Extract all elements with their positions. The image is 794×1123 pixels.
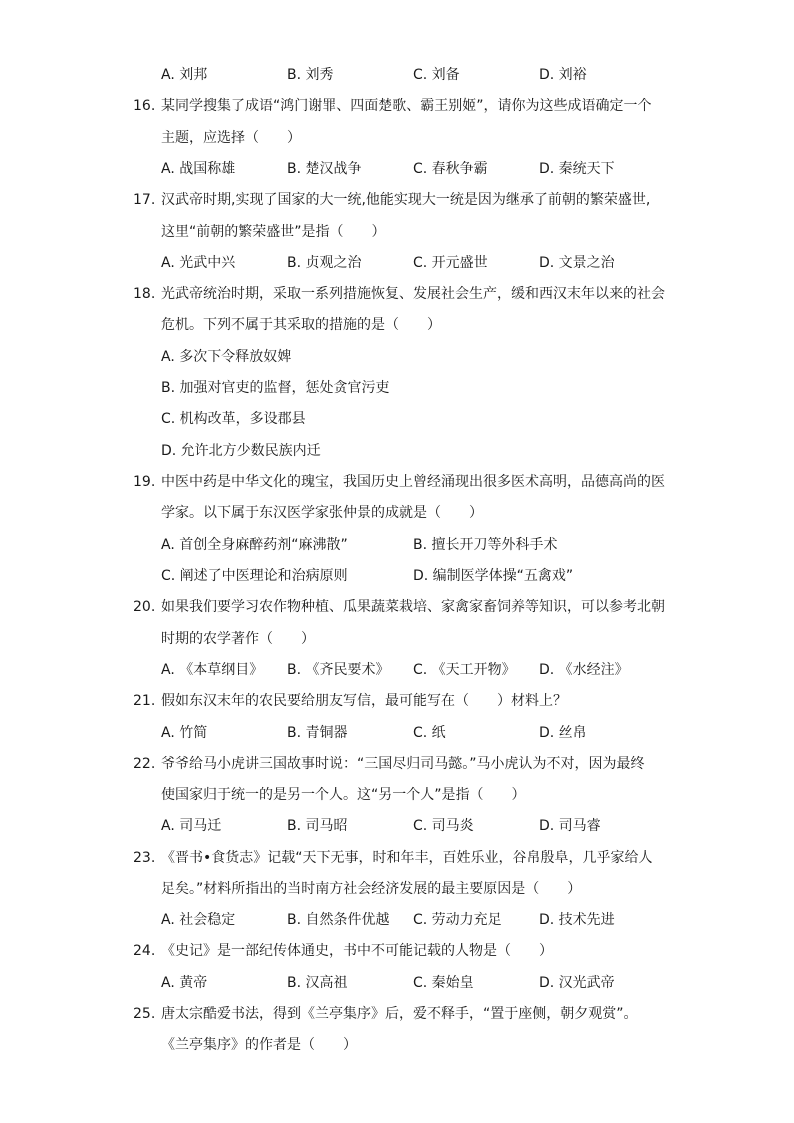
q16-stem-line-2 — [0, 128, 794, 148]
q24-option-d[interactable]: D. 汉光武帝 — [539, 975, 615, 991]
q19-stem-line-2 — [0, 503, 794, 523]
q22-stem-text: 爷爷给马小虎讲三国故事时说：“三国尽归司马懿。”马小虎认为不对，因为最终 — [161, 756, 645, 772]
q19-stem-text: 学家。以下属于东汉医学家张仲景的成就是（ ） — [161, 505, 483, 521]
q18-stem-text: 危机。下列不属于其采取的措施的是（ ） — [161, 317, 441, 333]
q22-option-a[interactable]: A. 司马迁 — [161, 818, 222, 834]
q21-options-row — [0, 723, 794, 743]
q19-number: 19. — [133, 474, 156, 490]
q18-option-a-row — [0, 347, 794, 367]
q25-number: 25. — [133, 1006, 156, 1022]
q19-stem-text: 中医中药是中华文化的瑰宝，我国历史上曾经涌现出很多医术高明，品德高尚的医 — [161, 474, 665, 490]
q20-number: 20. — [133, 599, 156, 615]
q20-option-c[interactable]: C. 《天工开物》 — [413, 662, 516, 678]
q20-stem-line-2 — [0, 629, 794, 649]
q18-option-d-row — [0, 441, 794, 461]
q23-option-a[interactable]: A. 社会稳定 — [161, 912, 236, 928]
q17-option-d[interactable]: D. 文景之治 — [539, 255, 615, 271]
q21-stem-text: 假如东汉末年的农民要给朋友写信，最可能写在（ ）材料上？ — [161, 693, 567, 709]
q20-option-a[interactable]: A. 《本草纲目》 — [161, 662, 264, 678]
q20-option-b[interactable]: B. 《齐民要术》 — [287, 662, 390, 678]
q17-stem-line-1 — [0, 190, 794, 210]
q17-stem-text: 这里“前朝的繁荣盛世”是指（ ） — [161, 224, 386, 240]
q17-option-b[interactable]: B. 贞观之治 — [287, 255, 362, 271]
q16-stem-text: 主题，应选择（ ） — [161, 130, 301, 146]
q21-option-b[interactable]: B. 青铜器 — [287, 725, 348, 741]
q23-option-d[interactable]: D. 技术先进 — [539, 912, 615, 928]
q18-option-b-row — [0, 378, 794, 398]
q24-stem-text: 《史记》是一部纪传体通史，书中不可能记载的人物是（ ） — [161, 943, 553, 959]
q20-options-row — [0, 660, 794, 680]
q16-stem-text: 某同学搜集了成语“鸿门谢罪、四面楚歌、霸王别姬”，请你为这些成语确定一个 — [161, 98, 652, 114]
q25-stem-text: 《兰亭集序》的作者是（ ） — [161, 1037, 357, 1053]
q22-number: 22. — [133, 756, 156, 772]
q24-option-a[interactable]: A. 黄帝 — [161, 975, 208, 991]
q18-option-c-row — [0, 409, 794, 429]
q15-option-d[interactable]: D. 刘裕 — [539, 67, 587, 83]
q17-options-row — [0, 253, 794, 273]
q25-stem-line-1 — [0, 1004, 794, 1024]
q19-option-b[interactable]: B. 擅长开刀等外科手术 — [413, 537, 558, 553]
q24-options-row — [0, 973, 794, 993]
q17-number: 17. — [133, 192, 156, 208]
q23-number: 23. — [133, 850, 156, 866]
q16-option-c[interactable]: C. 春秋争霸 — [413, 161, 488, 177]
q19-option-d[interactable]: D. 编制医学体操“五禽戏” — [413, 568, 574, 584]
q17-option-a[interactable]: A. 光武中兴 — [161, 255, 236, 271]
q22-stem-line-1 — [0, 754, 794, 774]
q24-option-b[interactable]: B. 汉高祖 — [287, 975, 348, 991]
q16-option-b[interactable]: B. 楚汉战争 — [287, 161, 362, 177]
q16-option-d[interactable]: D. 秦统天下 — [539, 161, 615, 177]
q23-stem-text: 《晋书•食货志》记载“天下无事，时和年丰，百姓乐业，谷帛殷阜，几乎家给人 — [161, 850, 653, 866]
q23-stem-text: 足矣。”材料所指出的当时南方社会经济发展的最主要原因是（ ） — [161, 881, 582, 897]
q23-option-c[interactable]: C. 劳动力充足 — [413, 912, 502, 928]
q16-stem-line-1 — [0, 96, 794, 116]
q17-option-c[interactable]: C. 开元盛世 — [413, 255, 488, 271]
q18-stem-line-2 — [0, 315, 794, 335]
q19-options-row-1 — [0, 535, 794, 555]
q15-option-c[interactable]: C. 刘备 — [413, 67, 460, 83]
q22-option-d[interactable]: D. 司马睿 — [539, 818, 601, 834]
q21-option-c[interactable]: C. 纸 — [413, 725, 446, 741]
q15-options-row — [0, 65, 794, 85]
q21-stem-line-1 — [0, 691, 794, 711]
q18-number: 18. — [133, 286, 156, 302]
q21-option-d[interactable]: D. 丝帛 — [539, 725, 587, 741]
q17-stem-line-2 — [0, 222, 794, 242]
q20-option-d[interactable]: D. 《水经注》 — [539, 662, 629, 678]
q15-option-a[interactable]: A. 刘邦 — [161, 67, 208, 83]
q24-stem-line-1 — [0, 941, 794, 961]
q18-option-c[interactable]: C. 机构改革，多设郡县 — [161, 411, 306, 427]
q16-number: 16. — [133, 98, 156, 114]
q25-stem-line-2 — [0, 1035, 794, 1055]
q19-stem-line-1 — [0, 472, 794, 492]
q22-options-row — [0, 816, 794, 836]
q23-option-b[interactable]: B. 自然条件优越 — [287, 912, 390, 928]
q18-stem-line-1 — [0, 284, 794, 304]
q20-stem-text: 时期的农学著作（ ） — [161, 631, 315, 647]
q22-option-b[interactable]: B. 司马昭 — [287, 818, 348, 834]
q19-option-c[interactable]: C. 阐述了中医理论和治病原则 — [161, 568, 348, 584]
q23-options-row — [0, 910, 794, 930]
q18-stem-text: 光武帝统治时期，采取一系列措施恢复、发展社会生产，缓和西汉末年以来的社会 — [161, 286, 665, 302]
q19-options-row-2 — [0, 566, 794, 586]
q23-stem-line-2 — [0, 879, 794, 899]
q16-option-a[interactable]: A. 战国称雄 — [161, 161, 236, 177]
q22-stem-line-2 — [0, 785, 794, 805]
q18-option-b[interactable]: B. 加强对官吏的监督，惩处贪官污吏 — [161, 380, 390, 396]
q25-stem-text: 唐太宗酷爱书法，得到《兰亭集序》后，爱不释手，“置于座侧，朝夕观赏”。 — [161, 1006, 638, 1022]
q24-option-c[interactable]: C. 秦始皇 — [413, 975, 474, 991]
q21-option-a[interactable]: A. 竹简 — [161, 725, 208, 741]
q20-stem-text: 如果我们要学习农作物种植、瓜果蔬菜栽培、家禽家畜饲养等知识，可以参考北朝 — [161, 599, 665, 615]
q20-stem-line-1 — [0, 597, 794, 617]
q17-stem-text: 汉武帝时期,实现了国家的大一统,他能实现大一统是因为继承了前朝的繁荣盛世, — [161, 192, 651, 208]
q22-stem-text: 使国家归于统一的是另一个人。这“另一个人”是指（ ） — [161, 787, 526, 803]
q19-option-a[interactable]: A. 首创全身麻醉药剂“麻沸散” — [161, 537, 348, 553]
q24-number: 24. — [133, 943, 156, 959]
q18-option-a[interactable]: A. 多次下令释放奴婢 — [161, 349, 292, 365]
q23-stem-line-1 — [0, 848, 794, 868]
q22-option-c[interactable]: C. 司马炎 — [413, 818, 474, 834]
q18-option-d[interactable]: D. 允许北方少数民族内迁 — [161, 443, 321, 459]
q21-number: 21. — [133, 693, 156, 709]
q16-options-row — [0, 159, 794, 179]
q15-option-b[interactable]: B. 刘秀 — [287, 67, 334, 83]
